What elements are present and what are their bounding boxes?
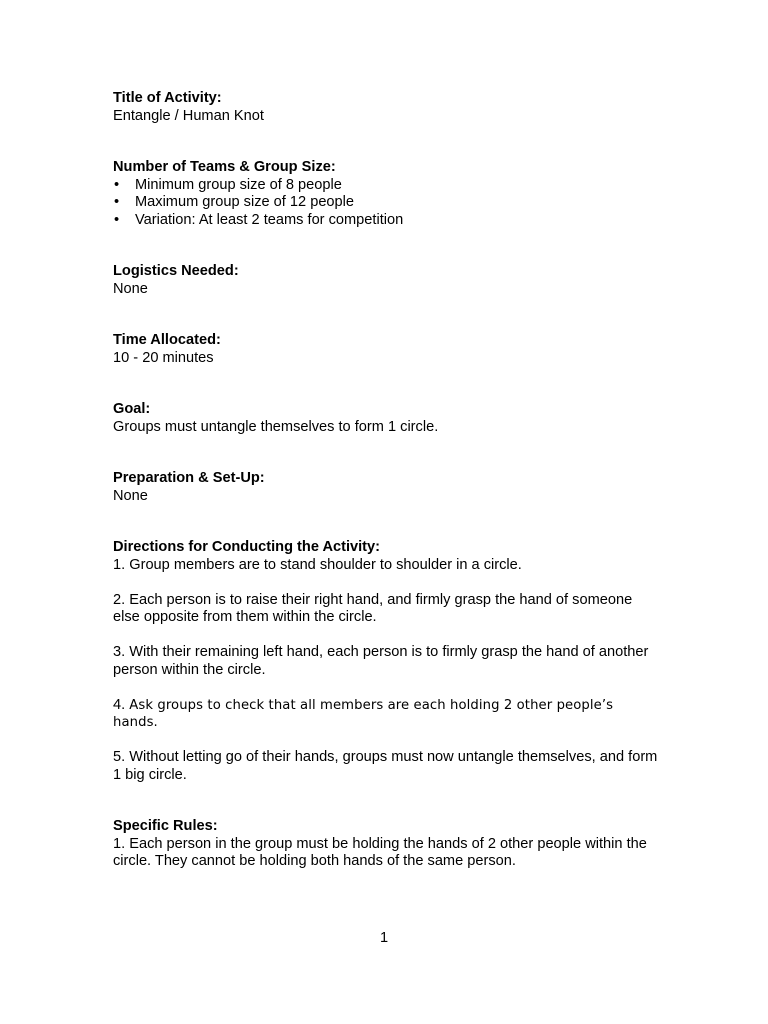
rules-section xyxy=(113,818,658,871)
title-heading: Title of Activity: xyxy=(113,90,222,106)
bullet-icon: • xyxy=(114,211,120,228)
time-heading: Time Allocated: xyxy=(113,332,221,348)
time-value: 10 - 20 minutes xyxy=(113,349,214,366)
step-text: Without letting go of their hands, groups must now untangle themselves, and form 1 big circle. xyxy=(113,749,658,783)
preparation-value: None xyxy=(113,487,148,504)
step-text: With their remaining left hand, each person is to firmly grasp the hand of another person within the circle. xyxy=(113,644,649,678)
preparation-heading: Preparation & Set-Up: xyxy=(113,470,265,486)
list-item xyxy=(113,177,658,195)
page-number: 1 xyxy=(379,930,389,946)
document-body xyxy=(113,90,658,905)
bullet-icon: • xyxy=(114,176,120,193)
step-text: Ask groups to check that all members are each holding 2 other people’s hands. xyxy=(113,697,614,730)
rule-item xyxy=(113,836,658,871)
rules-heading: Specific Rules: xyxy=(113,818,218,834)
teams-list xyxy=(113,177,658,230)
direction-step xyxy=(113,749,658,784)
goal-value: Groups must untangle themselves to form 1 circle. xyxy=(113,418,439,435)
title-section xyxy=(113,90,658,125)
list-item-text: Maximum group size of 12 people xyxy=(135,194,355,210)
direction-step xyxy=(113,644,658,679)
step-number: 3. xyxy=(113,644,126,660)
step-number: 5. xyxy=(113,749,126,765)
time-section xyxy=(113,332,658,367)
bullet-icon: • xyxy=(114,194,120,210)
list-item xyxy=(113,212,658,230)
teams-section xyxy=(113,159,658,229)
direction-step xyxy=(113,557,658,575)
logistics-value: None xyxy=(113,280,148,297)
rule-text: Each person in the group must be holding the hands of 2 other people within the circle. They cannot be holding both hands of the same person. xyxy=(113,835,647,869)
directions-heading: Directions for Conducting the Activity: xyxy=(113,539,381,555)
goal-heading: Goal: xyxy=(113,401,151,417)
step-number: 2. xyxy=(113,591,126,608)
logistics-section xyxy=(113,263,658,298)
list-item-text: Minimum group size of 8 people xyxy=(135,176,342,193)
teams-heading: Number of Teams & Group Size: xyxy=(113,159,336,175)
direction-step xyxy=(113,592,658,627)
rule-number: 1. xyxy=(113,835,126,852)
list-item xyxy=(113,194,658,212)
preparation-section xyxy=(113,470,658,505)
step-text: Group members are to stand shoulder to shoulder in a circle. xyxy=(129,556,522,573)
list-item-text: Variation: At least 2 teams for competition xyxy=(135,211,404,228)
step-text: Each person is to raise their right hand, and firmly grasp the hand of someone else opposite from them within the circle. xyxy=(113,591,633,625)
directions-section xyxy=(113,539,658,784)
direction-step xyxy=(113,697,658,732)
title-value: Entangle / Human Knot xyxy=(113,107,264,124)
logistics-heading: Logistics Needed: xyxy=(113,263,239,279)
step-number: 1. xyxy=(113,556,126,573)
step-number: 4. xyxy=(113,696,126,713)
goal-section xyxy=(113,401,658,436)
